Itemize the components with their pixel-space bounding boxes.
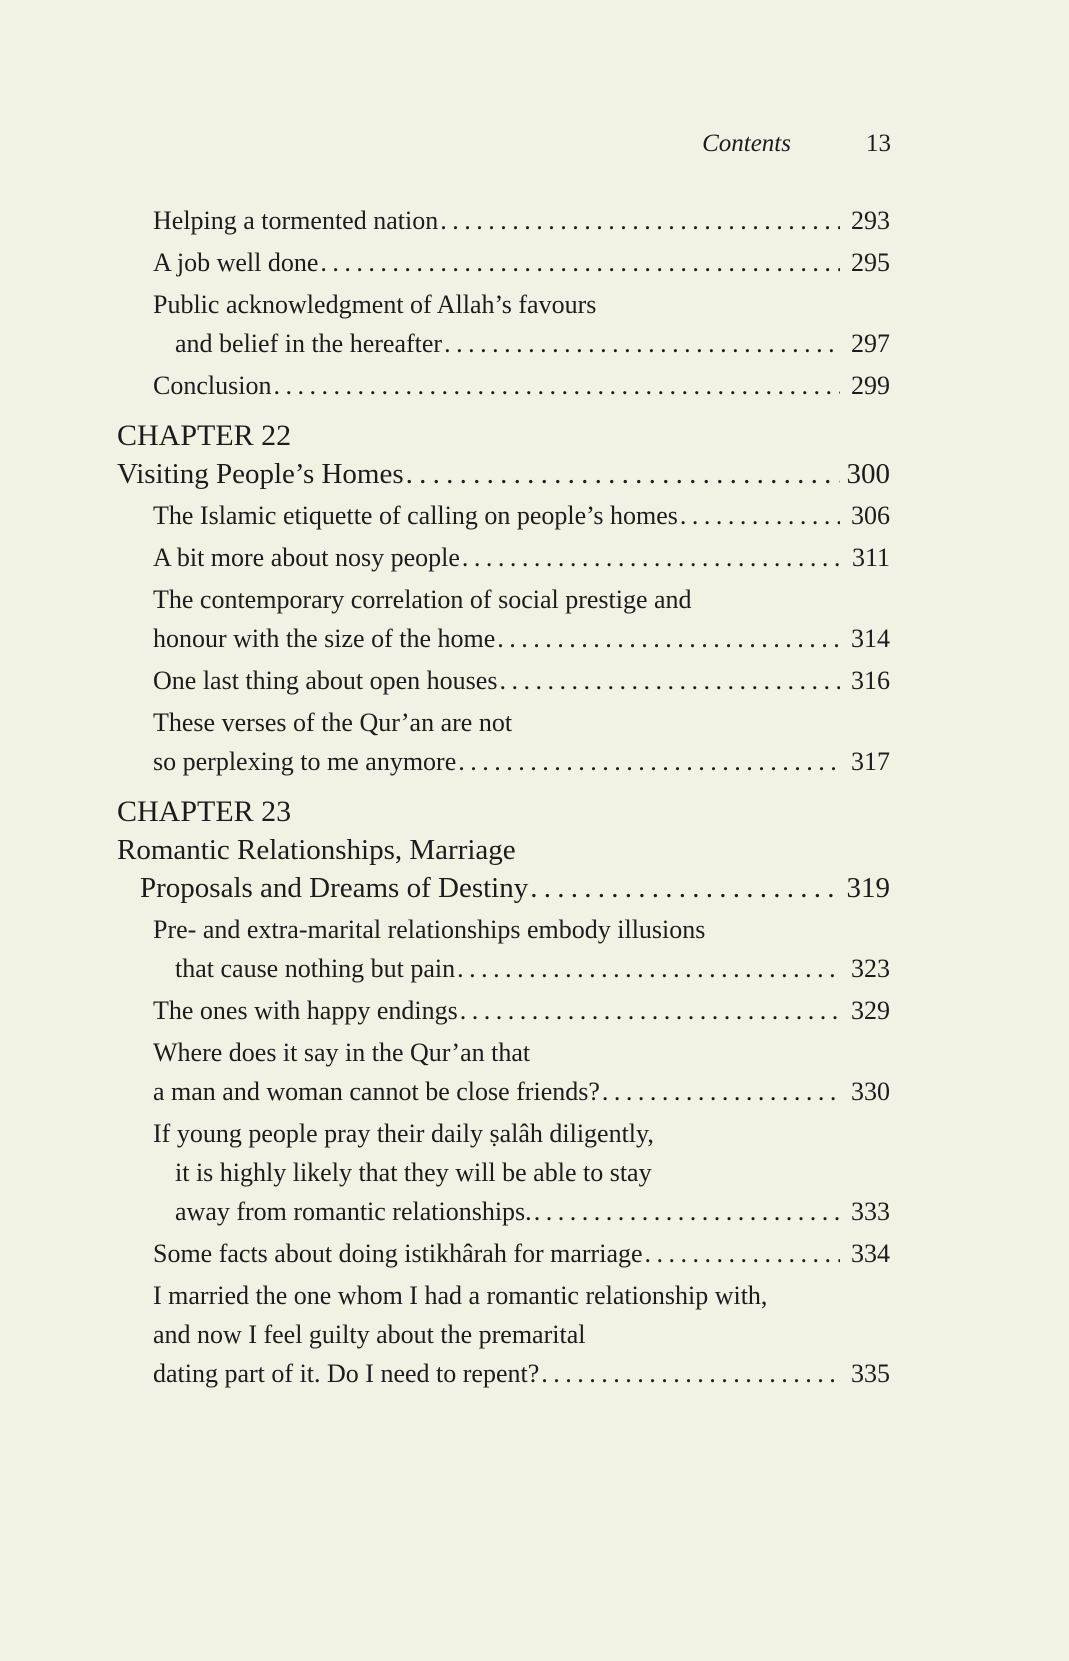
entry-title-line: Romantic Relationships, Marriage (117, 834, 516, 866)
dot-leader (499, 661, 840, 700)
running-header-title: Contents (702, 130, 791, 157)
entry-title-line: The contemporary correlation of social prestige and (153, 585, 692, 614)
entry-title-last-line (153, 1192, 890, 1231)
toc-entry[interactable] (117, 991, 890, 1030)
entry-title-text: Proposals and Dreams of Destiny (140, 872, 529, 904)
entry-page-number: 317 (851, 747, 890, 776)
toc-entry[interactable] (117, 910, 890, 988)
entry-title-text: A job well done (153, 248, 319, 277)
toc-entry[interactable] (117, 201, 890, 240)
toc-entry[interactable] (117, 366, 890, 405)
entry-page-number: 319 (846, 872, 890, 904)
entry-page-number: 316 (851, 666, 890, 695)
dot-leader (460, 991, 840, 1030)
chapter-title-entry (117, 831, 890, 907)
dot-leader (534, 1192, 840, 1231)
chapter-label: CHAPTER 22 (117, 419, 292, 452)
entry-title-text: dating part of it. Do I need to repent? (153, 1359, 540, 1388)
entry-title-text: Some facts about doing istikhârah for marriage (153, 1239, 643, 1268)
entry-title-last-line (153, 324, 890, 363)
entry-title-last-line (153, 1354, 890, 1393)
entry-title-text: One last thing about open houses (153, 666, 498, 695)
entry-page-number: 323 (851, 954, 890, 983)
entry-title-last-line (153, 742, 890, 781)
page-number: 13 (866, 130, 891, 157)
entry-page-number: 295 (851, 248, 890, 277)
entry-title-last-line (153, 366, 890, 405)
toc-entry[interactable] (117, 1276, 890, 1393)
toc-entry[interactable] (117, 703, 890, 781)
entry-page-number: 293 (851, 206, 890, 235)
dot-leader (530, 869, 840, 907)
toc-entry[interactable] (117, 661, 890, 700)
dot-leader (320, 243, 840, 282)
entry-title-text: honour with the size of the home (153, 624, 496, 653)
entry-page-number: 297 (851, 329, 890, 358)
chapter-title-entry (117, 455, 890, 493)
entry-title-last-line (153, 243, 890, 282)
toc-entry[interactable] (117, 580, 890, 658)
entry-title-text: and belief in the hereafter (175, 329, 443, 358)
entry-title-last-line (153, 1234, 890, 1273)
entry-title-last-line (153, 538, 890, 577)
toc-entry[interactable] (117, 285, 890, 363)
entry-title-text: The Islamic etiquette of calling on people’s homes (153, 501, 678, 530)
entry-title-line: These verses of the Qur’an are not (153, 708, 513, 737)
entry-title-line: I married the one whom I had a romantic relationship with, (153, 1281, 768, 1310)
entry-title-last-line (117, 869, 890, 907)
dot-leader (406, 455, 840, 493)
entry-title-text: The ones with happy endings (153, 996, 458, 1025)
entry-title-line: it is highly likely that they will be able to stay (175, 1158, 652, 1187)
entry-page-number: 299 (851, 371, 890, 400)
entry-page-number: 334 (851, 1239, 890, 1268)
entry-title-line: Pre- and extra-marital relationships embody illusions (153, 915, 706, 944)
entry-page-number: 311 (851, 543, 890, 572)
entry-page-number: 333 (851, 1197, 890, 1226)
table-of-contents (117, 198, 890, 1393)
dot-leader (457, 949, 840, 988)
entry-page-number: 330 (851, 1077, 890, 1106)
entry-title-last-line (153, 201, 890, 240)
entry-title-last-line (117, 455, 890, 493)
entry-title-last-line (153, 619, 890, 658)
toc-entry[interactable] (117, 538, 890, 577)
dot-leader (680, 496, 840, 535)
running-header (0, 130, 1069, 164)
entry-page-number: 335 (851, 1359, 890, 1388)
entry-title-line: and now I feel guilty about the premarital (153, 1320, 586, 1349)
chapter-label: CHAPTER 23 (117, 795, 292, 828)
entry-title-line: Where does it say in the Qur’an that (153, 1038, 531, 1067)
toc-entry[interactable] (117, 1234, 890, 1273)
dot-leader (273, 366, 840, 405)
entry-title-line: If young people pray their daily ṣalâh diligently, (153, 1119, 654, 1148)
dot-leader (602, 1072, 840, 1111)
entry-title-text: that cause nothing but pain (175, 954, 456, 983)
entry-page-number: 306 (851, 501, 890, 530)
dot-leader (462, 538, 840, 577)
toc-entry[interactable] (117, 1114, 890, 1231)
dot-leader (440, 201, 840, 240)
entry-title-text: A bit more about nosy people (153, 543, 460, 572)
entry-title-last-line (153, 991, 890, 1030)
entry-title-line: Public acknowledgment of Allah’s favours (153, 290, 597, 319)
toc-entry[interactable] (117, 496, 890, 535)
entry-title-text: a man and woman cannot be close friends? (153, 1077, 600, 1106)
entry-title-last-line (153, 1072, 890, 1111)
entry-page-number: 314 (851, 624, 890, 653)
toc-entry[interactable] (117, 1033, 890, 1111)
entry-title-last-line (153, 949, 890, 988)
entry-title-text: Conclusion (153, 371, 272, 400)
entry-title-text: away from romantic relationships. (175, 1197, 532, 1226)
dot-leader (645, 1234, 840, 1273)
dot-leader (541, 1354, 840, 1393)
entry-title-text: Helping a tormented nation (153, 206, 439, 235)
dot-leader (458, 742, 840, 781)
entry-page-number: 329 (851, 996, 890, 1025)
entry-title-last-line (153, 661, 890, 700)
entry-page-number: 300 (846, 458, 890, 490)
entry-title-text: so perplexing to me anymore (153, 747, 457, 776)
toc-entry[interactable] (117, 243, 890, 282)
entry-title-text: Visiting People’s Homes (117, 458, 404, 490)
dot-leader (497, 619, 840, 658)
entry-title-last-line (153, 496, 890, 535)
dot-leader (444, 324, 840, 363)
